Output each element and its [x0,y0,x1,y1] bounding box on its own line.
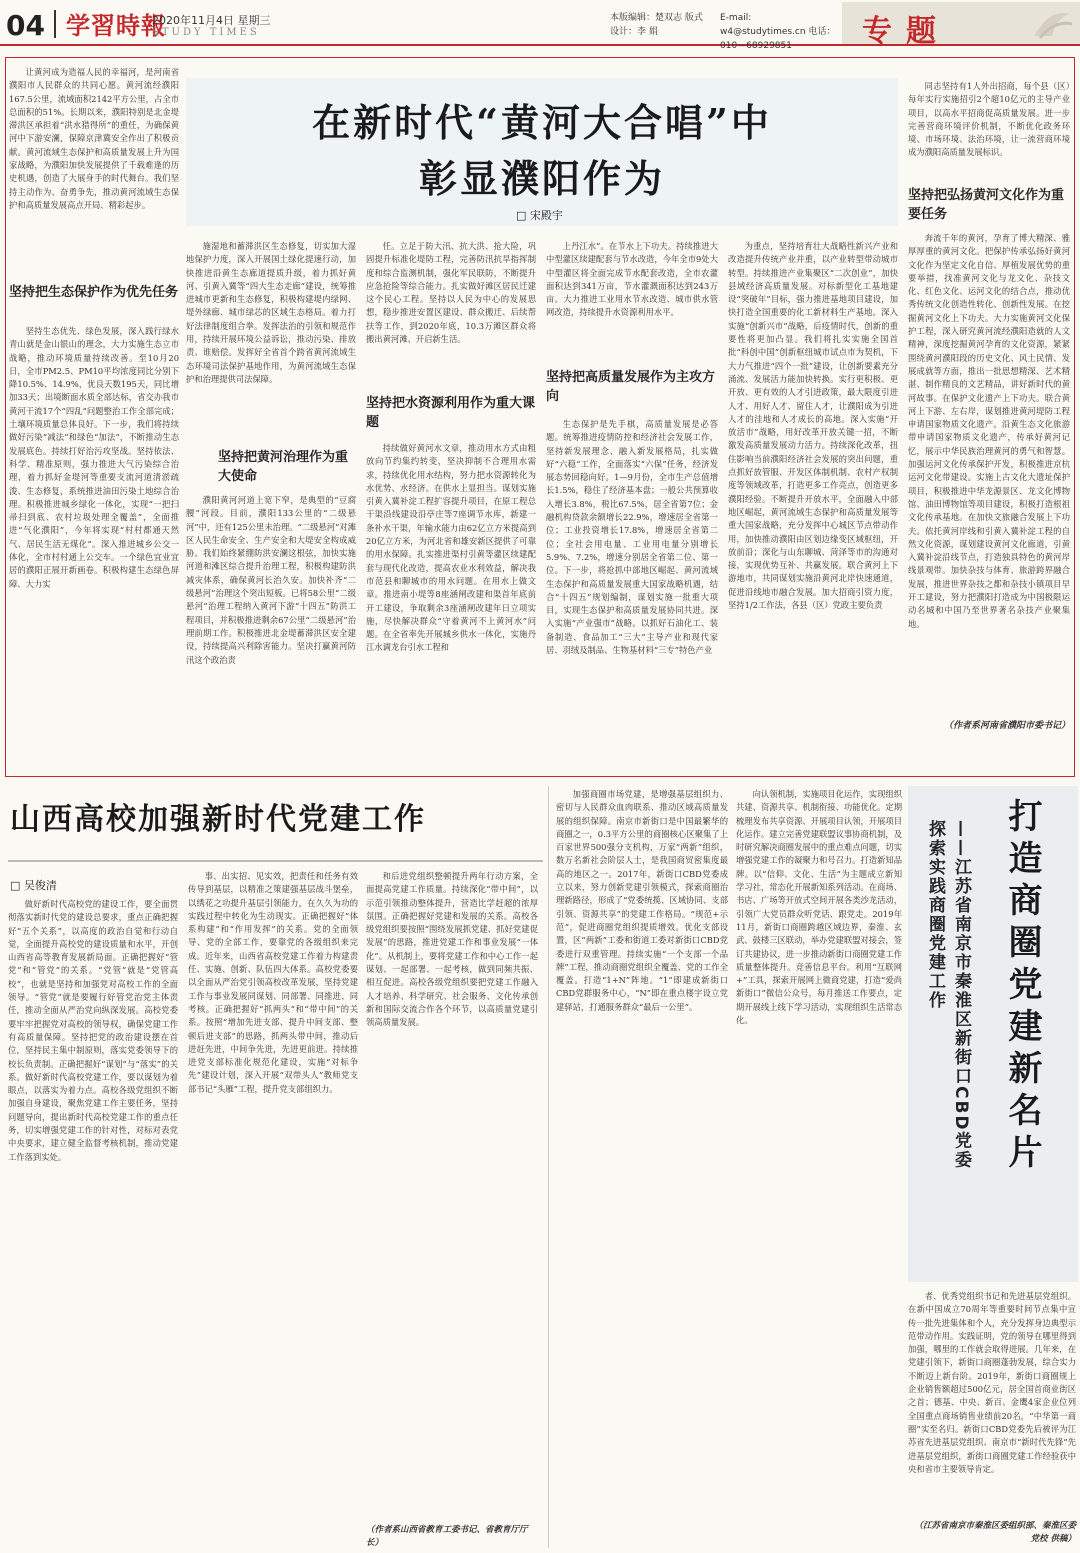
section-tab [842,2,1080,49]
section-label: 专题 [862,14,950,49]
issue-date: 2020年11月4日 星期三 [152,14,271,27]
subheading: 坚持把弘扬黄河文化作为重要任务 [908,188,1065,222]
body-text: 向认领机制，实施项目化运作，实现组织共建、资源共享、机制衔接、功能优化。定期梳理发布共享资源、开展项目认领，开展项目化运作。建立完善党建联盟议事协商机制，及时研究解决商圈发展中的重点难点问题，切实增强党建工作的凝聚力和号召力。打造新知品牌。以“信仰、文化、生活”为主题成立新知学习社，常态化开展新知系列活动。在商场、书店、广场等开放式空间开展各类沙龙活动，引领广大党员群众听党话、跟党走。2019年11月，新街口商圈跨越区域边界，秦淮、玄武、鼓楼三区联动，举办党建联盟对接会，签订共建协议，进一步推动新街口商圈党建工作质量整体提升。竞善信息平台。利用“互联网+”工具，探索开展网上微商党建，打造“爱尚新街口”微信公众号，每月推送工作要点，定期开展线上线下学习活动，实现组织生活常态化。 [736,789,902,1026]
body-text: 上丹江水”。在节水上下功夫。持续推进大中型灌区续建配套与节水改造，今年全市9处大中型灌区将全面完成节水配套改造，全市农灌面积达到341万亩，节水灌溉面积达到243万亩。大力推进工业用水节水改造、城市供水管网改造，持续提升水资源利用水平。 [546,241,718,318]
headline: 打造商圈党建新名片 [1002,798,1042,1176]
body-text: 加强商圈市场党建，是增强基层组织力、密切与人民群众血肉联系、推动区域高质量发展的组织保障。南京市新街口是中国最繁华的商圈之一，0.3平方公里的商圈核心区聚集了上百家世界500强分支机构，万家“两新”组织，数万名新社会阶层人士，是我国商贸密集度最高的地区之一。2017年，新街口CBD党委成立以来，努力创新党建引领模式，探索商圈治理新路径，形成了“党委统揽、区域协同、支部引领、资源共享”的党建工作格局。“规范+示范”，促进商圈党组织提质增效。优化支部设置，区“两新”工委和街道工委对新街口CBD党委进行双重管理。持续实施“一个支部一个品牌”工程，推动商圈党组织全覆盖、党的工作全覆盖。打造“1+N”阵地。“1”即建成新街口CBD党群服务中心，“N”即在重点楼宇设立党建驿站，打通服务群众“最后一公里”。 [556,789,728,1012]
body-text: 同志坚持有1人外出招商，每个县（区）每年实行实施招引2个超10亿元的主导产业项目，以高水平招商促高质量发展。进一步完善营商环境评价机制，不断优化政务环境、市场环境、法治环境，让一流营商环境成为濮阳高质量发展标识。 [908,81,1070,158]
logo-english: STUDY TIMES [152,27,260,38]
ornament-icon [1030,6,1074,40]
body-text: 和后进党组织整顿提升两年行动方案，全面提高党建工作质量。持续深化“带中间”，以示范引领推动整体提升，营造比学赶超的浓厚氛围。正确把握好党建和发展的关系。高校各级党组织要按照“围绕发展抓党建、抓好党建促发展”的思路，推进党建工作和事业发展“一体化”。从机制上，要将党建工作和中心工作一起谋划、一起部署、一起考核，做到同频共振、相互促进。高校各级党组织要把党建工作融入人才培养、科学研究、社会服务、文化传承创新和国际交流合作各个环节，以高质量党建引领高质量发展。 [366,871,538,1028]
body-text: 奔流千年的黄河，孕育了博大精深、雅厚厚重的黄河文化。把保护传承弘扬好黄河文化作为坚定文化自信、厚植发展优势的重要举措，找准黄河文化与龙文化、杂技文化、红色文化、运河文化的结合点，推动优秀传统文化创造性转化、创新性发展。在挖掘黄河文化上下功夫。大力实施黄河文化保护工程，深入研究黄河流经濮阳造就的人文精神，深度挖掘黄河孕育的文化资源，紧紧围绕黄河濮阳段的历史文化、风土民情、发展成就等方面，推出一批思想精深、艺术精湛、制作精良的文艺精品，讲好新时代的黄河故事。在保护文化遗产上下功夫。联合黄河上下游、左右岸，谋划推进黄河堤防工程申请国家物质文化遗产。沿黄生态文化旅游带申请国家物质文化遗产，传承好黄河记忆，展示中华民族治理黄河的勇气和智慧。加强运河文化传承保护开发，积极推进京杭运河文化带建设。实施上古文化大遗址保护项目，积极推进中华龙源景区、龙文化博物馆、油田博物馆等项目建设，积极打造根祖文化传承基地。在加快文旅融合发展上下功夫。依托黄河岸线和引黄入冀补淀工程的自然文化资源，谋划建设黄河文化廊道，引黄入冀补淀沿线节点，打造独具特色的黄河岸线景观带。加快杂技与体育、旅游跨界融合发展，推进世界杂技之都和杂技小镇项目早开工建设，努力把濮阳打造成为中国极限运动名城和中国乃至世界著名杂技产业聚集地。 [908,233,1070,629]
body-text: 者、优秀党组织书记和先进基层党组织。在新中国成立70周年等重要时间节点集中宣传一批先进集体和个人，充分发挥身边典型示范带动作用。实践证明，党的领导在哪里得到加强，哪里的工作就会取得进展。几年来，在党建引领下，新街口商圈蓬勃发展，综合实力不断迈上新台阶。2019年，新街口商圈规上企业销售额超过500亿元，居全国首商业街区之首；德基、中央、新百、金鹰4家企业位列全国重点商场销售业绩前20名，“中华第一商圈”实至名归。新街口CBD党委先后被评为江苏省先进基层党组织、南京市“新时代先锋”先进基层党组织，新街口商圈党建工作经验获中央和省市主要领导肯定。 [908,1291,1076,1474]
editor-credits: 本版编辑：楚双志 版式设计：李 娟 [610,13,703,37]
author-credit: （作者系河南省濮阳市委书记） [943,721,1070,731]
divider [54,10,56,38]
body-text: 事、出实招、见实效，把责任和任务有效传导到基层，以精准之策建强基层战斗堡垒，以绣花之功提升基层引领能力，在久久为功的实践过程中转化为生动现实。正确把握好“体系构建”和“作用发挥”的关系。党的全面领导、党的全部工作，要靠党的各级组织来完成。近年来，山西省高校党建工作着力构建责任、实施、创新、队伍四大体系。高校党委要以全面从严治党引领高校改革发展，坚持党建工作与事业发展同谋划、同部署、同推进、同考核。正确把握好“抓两头”和“带中间”的关系。按照“增加先进支部、提升中间支部、整顿后进支部”的思路，抓两头带中间，推动后进赶先进，中间争先进，先进更前进。持续推进党支部标准化规范化建设，实施“对标争先”建设计划，深入开展“双带头人”教师党支部书记“头雁”工程，提升党支部组织力。 [188,871,358,1094]
subheading: 坚持把水资源利用作为重大课题 [366,396,536,430]
subheadline: ——江苏省南京市秦淮区新街口CBD党委 探索实践商圈党建工作 [925,820,971,1170]
body-text: 施湿地和蓄滞洪区生态修复，切实加大湿地保护力度，深入开展国土绿化提速行动，加快推进沿黄生态廊道提质升级，着力抓好黄河、引黄入冀等“四大生态走廊”建设，统筹推进城市更新和生态修复，积极构建堤内绿网、堤外绿廊、城市绿芯的区域生态格局。着力打好法律制度组合拳。发挥法治的引领和规范作用，持续开展环境公益诉讼，推动污染、排放责、谁赔偿。发挥好全省首个跨省黄河流域生态环境司法保护基地作用，为黄河流域生态保护和治理提供司法保障。 [186,241,356,384]
intro-text: 让黄河成为造福人民的幸福河，是河南省濮阳市人民群众的共同心愿。黄河流经濮阳167.5公里，流域面积2142平方公里，占全市总面积的51%。长期以来，濮阳特别是北金堤滞洪区承担着“洪水猎得所”的重任，为确保黄河中下游安澜，保障京津冀安全作出了积极贡献。黄河流域生态保护和高质量发展上升为国家战略，为濮阳加快发展提供了千载难逢的历史机遇，创造了大展身手的时代舞台。我们坚持主动作为、奋勇争先，推动黄河流域生态保护和高质量发展高点开局、精彩起步。 [9,67,179,210]
page-number: 04 [6,9,45,42]
byline: □ 宋殿宇 [516,209,563,222]
byline: □ 吴俊清 [10,879,57,892]
author-credit: （江苏省南京市秦淮区委组织部、秦淮区委党校 供稿） [914,1521,1076,1544]
body-text: 任。立足于防大汛、抗大洪、抢大险，巩固提升标准化堤防工程，完善防汛抗旱指挥制度和综合监测机制，强化军民联防，不断提升应急抢险等综合能力。扎实做好滩区居民迁建这个民心工程。坚持以人民为中心的发展思想，稳步推进安置区建设、群众搬迁、后续帮扶等工作，到2020年底，10.3万滩区群众将搬出黄河滩、开启新生活。 [366,241,536,345]
body-text: 做好新时代高校党的建设工作，要全面贯彻落实新时代党的建设总要求，重点正确把握好“五个关系”，以高度的政治自觉和行动自觉，全面提升高校党的建设质量和水平，开创山西省高等教育发展新局面。正确把握好“管党”和“管党”的关系。“党管”就是“党管高校”，也就是坚持和加强党对高校工作的全面领导。“管党”就是要履行好管党治党主体责任，推动全面从严治党向纵深发展。高校党委要牢牢把握党对高校的领导权，确保党建工作有高质量保障。坚持把党的政治建设摆在首位，坚持民主集中制原则，落实党委领导下的校长负责制。正确把握好“谋划”与“落实”的关系。做好新时代高校党建工作，要以谋划为着眼点，以落实为着力点。高校各级党组织不断加强自身建设，聚焦党建工作主要任务，坚持问题导向，提出新时代高校党建工作的重点任务，切实增强党建工作的针对性，对标对表党中央要求，建立健全监督考核机制，推动党建工作落到实处。 [8,899,178,1162]
subheading: 坚持把黄河治理作为重大使命 [218,450,349,484]
body-text: 为重点，坚持培育壮大战略性新兴产业和改造提升传统产业并重，以产业转型带动城市转型。持续推进产业集聚区“二次创业”，加快县域经济高质量发展。对标新型化工基地建设“突破年”目标，强力推进基地项目建设，加快打造全国重要的化工新材料生产基地。深入实施“创新兴市”战略，后疫情时代，创新的重要性将更加凸显。我们将扎实实施全国首批“科创中国”创新枢纽城市试点市为契机，下大力气推进“四个一批”建设，让创新要素充分涌流、发展活力能加快转换。实行更积极、更开放、更有效的人才引进政策，最大限度引进人才、用好人才、留住人才，让濮阳成为引进人才的洼地和人才成长的高地。深入实施“开放活市”战略，用好改革开放关键一招，不断激发高质量发展动力活力。持续深化改革，扭住影响当前濮阳经济社会发展的突出问题，重点抓好放管服、开发区体制机制、农村产权制度等领域改革，打造更多工作亮点，创造更多濮阳经验。不断提升开放水平，全面融入中部地区崛起，黄河流域生态保护和高质量发展等重大国家战略，充分发挥中心城区节点带动作用，加快推动濮阳由区划边缘变区域枢纽，开放前沿；深化与山东聊城、菏泽等市的沟通对接，实现优势互补、共赢发展。联合黄河上下游地市，共同谋划实施沿黄河北岸快速通道，促进沿线地市融合发展。加大招商引资力度，坚持1/2工作法，各县（区）党政主要负责 [728,241,898,611]
contact-info: E-mail: w4@studytimes.cn 电话：010—68929851 [720,13,836,51]
body-text: 生态保护是先手棋，高质量发展是必答题。统筹推进疫情防控和经济社会发展工作，坚持新发展理念、融入新发展格局，扎实做好“六稳”工作，全面落实“六保”任务，经济发展态势回稳向好。1—9月份，全市生产总值增长1.5%，稳住了经济基本盘；一般公共预算收入增长3.8%，税比67.5%，居全省第7位；金融机构贷款余额增长22.9%，增速居全省第一位；工业投资增长17.8%，增速居全省第二位；全社会用电量、工业用电量分别增长5.9%、7.2%，增速分别居全省第二位、第一位。下一步，将抢抓中部地区崛起、黄河流域生态保护和高质量发展重大国家战略机遇，结合“十四五”规划编制，谋划实施一批重大项目，实现生态保护和高质量发展协同共进。深入实施“产业强市”战略。以抓好石油化工、装备制造、食品加工“三大”主导产业和现代家居、羽绒及制品、生物基材料“三专”特色产业 [546,419,718,656]
headline: 在新时代“黄河大合唱”中 彰显濮阳作为 [312,100,772,201]
author-credit: （作者系山西省教育工委书记、省教育厅厅长） [366,1525,528,1548]
subheading: 坚持把高质量发展作为主攻方向 [546,370,716,404]
subheading: 坚持把生态保护作为优先任务 [9,285,179,300]
body-text: 持续做好黄河水文章，推动用水方式由粗放向节约集约转变，坚决抑制不合理用水需求，持续优化用水结构，努力把水资源转化为水优势、水经济。在供水上显担当。谋划实施引黄入冀补淀工程扩容提升项目，在原工程总干渠沿线建设沿亭庄等7座调节水库，新建一条补水干渠，年输水能力由62亿立方米提高到20亿立方米，为河北省和雄安新区提供了可靠的用水保障。扎实推进渠村引黄等灌区续建配套与现代化改造，提高农业水利效益，解决我市范县和聊城市的用水问题。在用水上做文章。推进南小堤等8座涵闸改建和渠首年底前开工建设，争取剩余3座涵闸改建年日立项实施，尽快解决群众“守着黄河不上黄河水”问题。在全省率先开展城乡供水一体化，实施丹江水调龙台引水工程和 [366,443,536,653]
divider [8,860,543,862]
headline: 山西高校加强新时代党建工作 [10,802,426,837]
newspaper-logo: 学習時報 [66,11,166,40]
body-text: 坚持生态优先、绿色发展，深入践行绿水青山就是金山银山的理念，大力实施生态立市战略，推动环境质量持续改善。至10月20日，全市PM2.5、PM10平均浓度同比分别下降10.5%、14.9%，优良天数195天，同比增加33天；出境断面水质全部达标，省交办我市黄河干流17个“四乱”问题整治工作全部完成；土壤环境质量总体良好。下一步，我们将持续做好污染“减法”和绿色“加法”，不断推动生态发展底色。持续打好治污攻坚战。坚持依法、科学、精准原则，强力推进大气污染综合治理，着力抓好金堤河等重要支流河道清淤疏浚、生态修复，系统推进油田污染土地综合治理。积极推进城乡绿化一体化，实现“一把扫帚扫到底、农村垃圾处理全覆盖”，全面推进“气化濮阳”，今年将实现“村村都通天然气、居民生活无煤化”。深入推进城乡公交一体化，全市村村通上公交车。一个绿色宜业宜居的濮阳正展开新画卷。积极构建生态绿色屏障、大力实 [9,326,179,589]
body-text: 濮阳黄河河道上宽下窄，是典型的“豆腐腰”河段。目前，濮阳133公里的“二级悬河”中，还有125公里未治理。“二级悬河”对滩区人民生命安全、生产安全和大堤安全构成威胁。我们始终紧绷防洪安澜这根弦，加快实施河道和滩区综合提升治理工程，积极构建防洪减灾体系，确保黄河长治久安。加快补齐“二级悬河”治理这个突出短板。已将58公里“二级悬河”治理工程纳入黄河下游“十四五”防洪工程项目，并积极推进剩余67公里“二级悬河”治理前期工作。积极推进北金堤蓄滞洪区安全建设，持续提高兴利除害能力。坚决打赢黄河防汛这个政治责 [186,495,356,665]
column-divider [548,786,549,1548]
